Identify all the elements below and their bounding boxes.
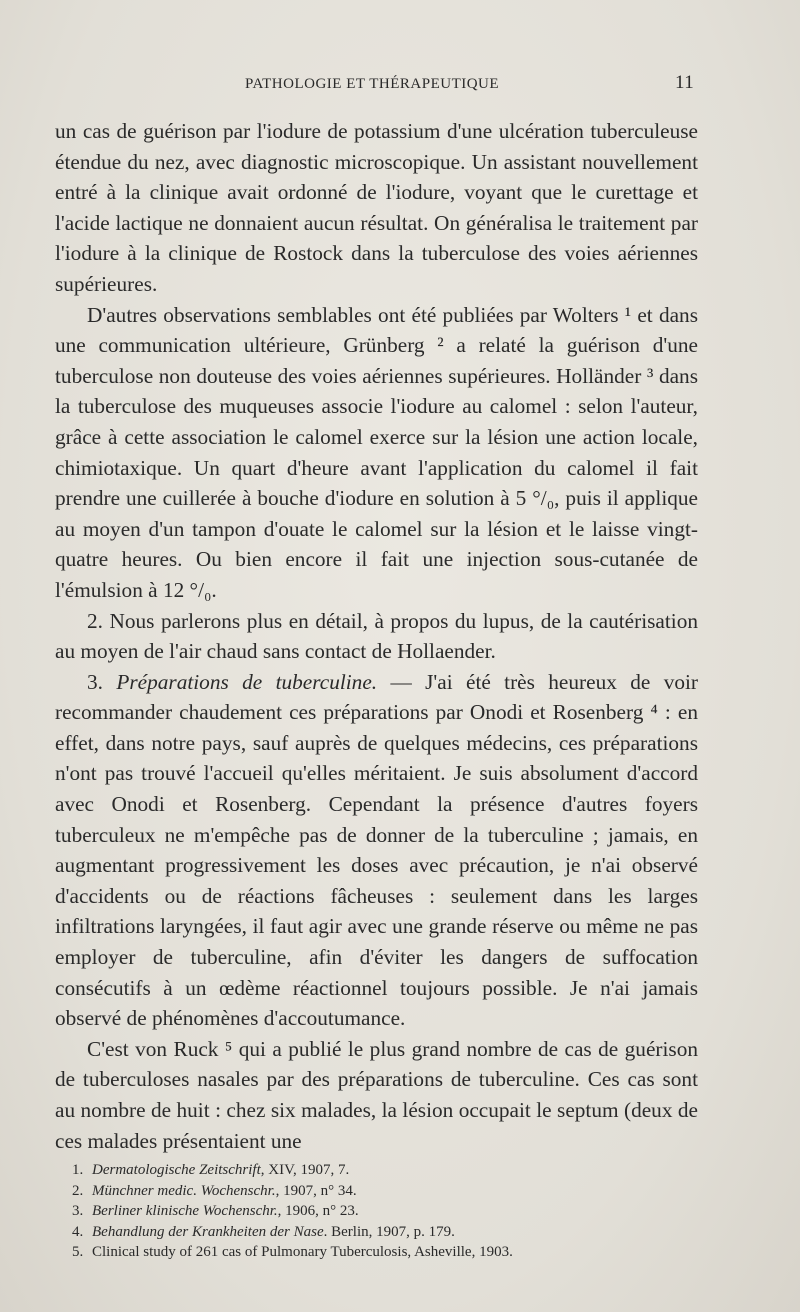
footnote: 3. Berliner klinische Wochenschr., 1906, n° 23. [72, 1203, 359, 1219]
paragraph-5: C'est von Ruck ⁵ qui a publié le plus grand nombre de cas de guérison de tuberculoses nasales par des préparations de tuberculine. Ces cas sont au nombre de huit : chez six malades, la lésion occupait le septum (deux de ces malades présentaient une [55, 1036, 698, 1153]
paragraph-2: D'autres observations semblables ont été publiées par Wolters ¹ et dans une communication ultérieure, Grünberg ² a relaté la guérison d'une tuberculose non douteuse des voies aériennes supérieures. Holländer ³ dans la tuberculose des muqueuses associe l'iodure au calomel : selon l'auteur, grâce à cette association le calomel exerce sur la lésion une action locale, chimiotaxique. Un quart d'heure avant l'application du calomel il fait prendre une cuillerée à bouche d'iodure en solution à 5 °/₀, puis il applique au moyen d'un tampon d'ouate le calomel sur la lésion et le laisse vingt-quatre heures. Ou bien encore il fait une injection sous-cutanée de l'émulsion à 12 °/₀. [55, 302, 698, 602]
section-number: 3. [87, 669, 103, 694]
footnotes [72, 1160, 702, 1263]
running-title: PATHOLOGIE ET THÉRAPEUTIQUE [245, 76, 500, 92]
paragraph-1: un cas de guérison par l'iodure de potassium d'une ulcération tuberculeuse étendue du nez, avec diagnostic microscopique. Un assistant nouvellement entré à la clinique avait ordonné de l'iodure, voyant que le curettage et l'acide lactique ne donnaient aucun résultat. On généralisa le traitement par l'iodure à la clinique de Rostock dans la tuberculose des voies aériennes supérieures. [55, 119, 698, 296]
paragraph-3: 2. Nous parlerons plus en détail, à propos du lupus, de la cautérisation au moyen de l'air chaud sans contact de Hollaender. [55, 608, 698, 664]
footnote: 5. Clinical study of 261 cas of Pulmonary Tuberculosis, Asheville, 1903. [72, 1244, 513, 1260]
section-title: Préparations de tuberculine. [116, 669, 378, 694]
footnote: 1. Dermatologische Zeitschrift, XIV, 1907, 7. [72, 1162, 350, 1178]
footnote: 4. Behandlung der Krankheiten der Nase. Berlin, 1907, p. 179. [72, 1223, 455, 1240]
footnote: 2. Münchner medic. Wochenschr., 1907, n° 34. [72, 1182, 357, 1199]
page-number: 11 [675, 72, 695, 93]
paragraph-4 [55, 667, 698, 1034]
section-text: — J'ai été très heureux de voir recommander chaudement ces préparations par Onodi et Rosenberg ⁴ : en effet, dans notre pays, sauf auprès de quelques médecins, ces préparations n'ont pas trouvé l'accueil qu'elles méritaient. Je suis absolument d'accord avec Onodi et Rosenberg. Cependant la présence d'autres foyers tuberculeux ne m'empêche pas de donner de la tuberculine ; jamais, en augmentant progressivement les doses avec précaution, je n'ai observé d'accidents ou de réactions fâcheuses : seulement dans les larges infiltrations laryngées, il faut agir avec une grande réserve ou même ne pas employer de tuberculine, afin d'éviter les dangers de suffocation consécutifs à un œdème réactionnel toujours possible. Je n'ai jamais observé de phénomènes d'accoutumance. [55, 669, 699, 1031]
body-text [55, 116, 698, 1156]
